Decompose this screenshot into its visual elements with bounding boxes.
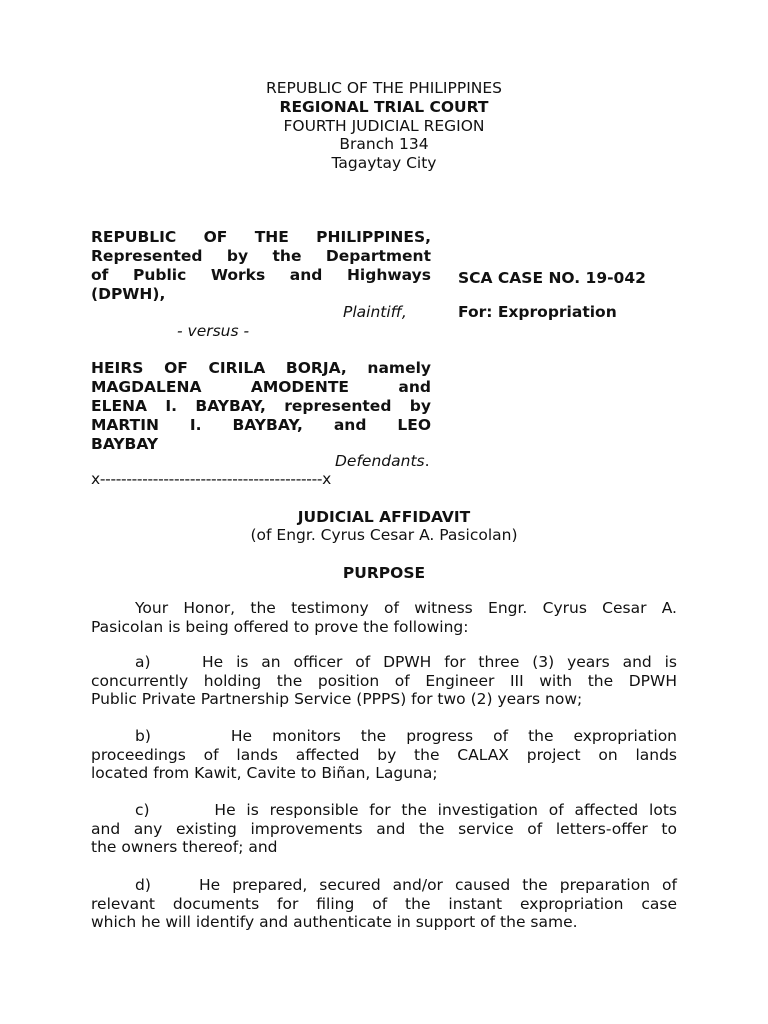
paragraph-line: the owners thereof; and — [91, 838, 278, 856]
paragraph-line: proceedings of lands affected by the CALAX project on lands — [91, 745, 677, 764]
defendant-line: MAGDALENA AMODENTE and — [91, 378, 431, 396]
paragraph-line: which he will identify and authenticate in support of the same. — [91, 913, 578, 931]
header-region: FOURTH JUDICIAL REGION — [283, 117, 485, 135]
defendant-line: ELENA I. BAYBAY, represented by — [91, 397, 431, 415]
plaintiff-block — [91, 228, 431, 304]
paragraph-line: a) He is an officer of DPWH for three (3) years and is — [135, 653, 677, 671]
defendants-label-wrap — [335, 452, 430, 471]
purpose-item-b — [91, 727, 677, 783]
paragraph-line: and any existing improvements and the service of letters-offer to — [91, 819, 677, 838]
affidavit-title: JUDICIAL AFFIDAVIT — [297, 508, 471, 526]
purpose-heading: PURPOSE — [342, 564, 426, 582]
versus-label: - versus - — [177, 322, 250, 340]
header-city: Tagaytay City — [331, 154, 437, 172]
plaintiff-line: (DPWH), — [91, 285, 166, 303]
paragraph-line: Public Private Partnership Service (PPPS) for two (2) years now; — [91, 690, 583, 708]
header-branch: Branch 134 — [339, 135, 429, 153]
defendant-line: HEIRS OF CIRILA BORJA, namely — [91, 359, 431, 377]
plaintiff-line: REPUBLIC OF THE PHILIPPINES, — [91, 228, 431, 246]
header-republic: REPUBLIC OF THE PHILIPPINES — [265, 79, 502, 97]
defendant-line: MARTIN I. BAYBAY, and LEO — [91, 416, 431, 434]
paragraph-line: d) He prepared, secured and/or caused the preparation of — [135, 876, 677, 894]
case-type: For: Expropriation — [458, 303, 617, 321]
paragraph-line: concurrently holding the position of Engineer III with the DPWH — [91, 671, 677, 690]
paragraph-line: b) He monitors the progress of the expropriation — [135, 727, 677, 745]
plaintiff-line: of Public Works and Highways — [91, 266, 431, 284]
defendants-period: . — [424, 452, 430, 470]
defendants-label: Defendants — [335, 452, 425, 470]
plaintiff-label: Plaintiff, — [343, 303, 407, 321]
paragraph-line: relevant documents for filing of the instant expropriation case — [91, 894, 677, 913]
plaintiff-line: Represented by the Department — [91, 247, 431, 265]
header-court: REGIONAL TRIAL COURT — [279, 98, 489, 116]
defendant-line: BAYBAY — [91, 435, 159, 453]
purpose-intro — [91, 599, 677, 636]
paragraph-line: Your Honor, the testimony of witness Engr. Cyrus Cesar A. — [135, 599, 677, 617]
purpose-item-d — [91, 876, 677, 932]
paragraph-line: Pasicolan is being offered to prove the following: — [91, 617, 469, 636]
defendant-block — [91, 359, 431, 454]
purpose-item-c — [91, 801, 677, 857]
affidavit-subtitle: (of Engr. Cyrus Cesar A. Pasicolan) — [250, 526, 518, 544]
purpose-item-a — [91, 653, 677, 709]
paragraph-line: located from Kawit, Cavite to Biñan, Laguna; — [91, 764, 438, 782]
paragraph-line: c) He is responsible for the investigation of affected lots — [135, 801, 677, 819]
case-number: SCA CASE NO. 19-042 — [458, 269, 646, 287]
caption-divider: x------------------------------------------x — [91, 470, 332, 488]
